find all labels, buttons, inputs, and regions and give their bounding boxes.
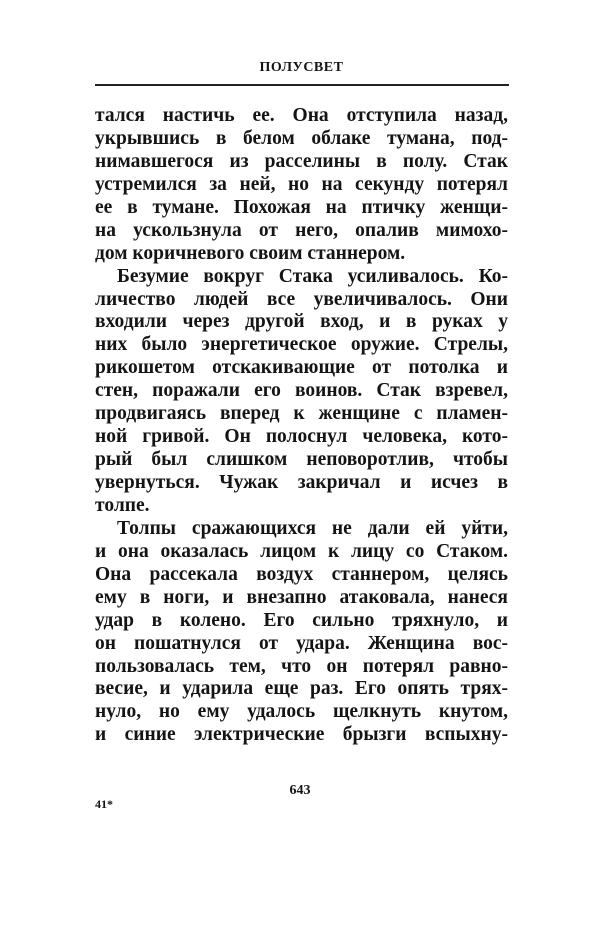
text-line: толпе. bbox=[95, 494, 150, 516]
text-line: Толпы сражающихся не дали ей уйти, bbox=[117, 517, 508, 539]
text-line: пользовалась тем, что он потерял равно- bbox=[95, 655, 508, 677]
text-line: ее в тумане. Похожая на птичку женщи- bbox=[95, 196, 508, 218]
text-line: тался настичь ее. Она отступила назад, bbox=[95, 105, 508, 126]
paragraph bbox=[95, 105, 508, 266]
text-line: на ускользнула от него, опалив мимохо- bbox=[95, 219, 508, 241]
text-line: Она рассекала воздух станнером, целясь bbox=[95, 563, 508, 585]
text-line: продвигаясь вперед к женщине с пламен- bbox=[95, 403, 508, 425]
text-line: рикошетом отскакивающие от потолка и bbox=[95, 357, 508, 379]
text-line: стен, поражали его воинов. Стак взревел, bbox=[95, 380, 508, 402]
text-line: укрывшись в белом облаке тумана, под- bbox=[95, 127, 508, 149]
text-line: увернуться. Чужак закричал и исчез в bbox=[95, 472, 508, 493]
text-line: входили через другой вход, и в руках у bbox=[95, 311, 508, 333]
paragraph bbox=[95, 518, 508, 747]
page-number: 643 bbox=[289, 783, 311, 798]
paragraph bbox=[95, 266, 508, 518]
text-line: ной гривой. Он полоснул человека, кото- bbox=[95, 426, 508, 448]
text-line: личество людей все увеличивалось. Они bbox=[95, 288, 508, 310]
header-rule bbox=[95, 84, 509, 86]
text-line: Безумие вокруг Стака усиливалось. Ко- bbox=[117, 265, 508, 287]
text-line: нуло, но ему удалось щелкнуть кнутом, bbox=[95, 701, 508, 723]
text-line: устремился за ней, но на секунду потерял bbox=[95, 173, 508, 195]
body-text bbox=[95, 105, 508, 747]
text-line: весие, и ударила еще раз. Его опять трях- bbox=[95, 678, 508, 700]
text-line: них было энергетическое оружие. Стрелы, bbox=[95, 334, 508, 356]
text-line: ему в ноги, и внезапно атаковала, нанеся bbox=[95, 586, 508, 608]
text-line: нимавшегося из расселины в полу. Стак bbox=[95, 150, 508, 172]
text-line: рый был слишком неповоротлив, чтобы bbox=[95, 449, 508, 471]
signature-mark: 41* bbox=[95, 797, 113, 811]
text-line: и она оказалась лицом к лицу со Стаком. bbox=[95, 540, 508, 562]
text-line: дом коричневого своим станнером. bbox=[95, 242, 406, 264]
text-line: он пошатнулся от удара. Женщина вос- bbox=[95, 632, 508, 654]
text-line: удар в колено. Его сильно тряхнуло, и bbox=[95, 609, 508, 631]
text-line: и синие электрические брызги вспыхну- bbox=[95, 724, 508, 746]
running-header: ПОЛУСВЕТ bbox=[259, 60, 344, 75]
